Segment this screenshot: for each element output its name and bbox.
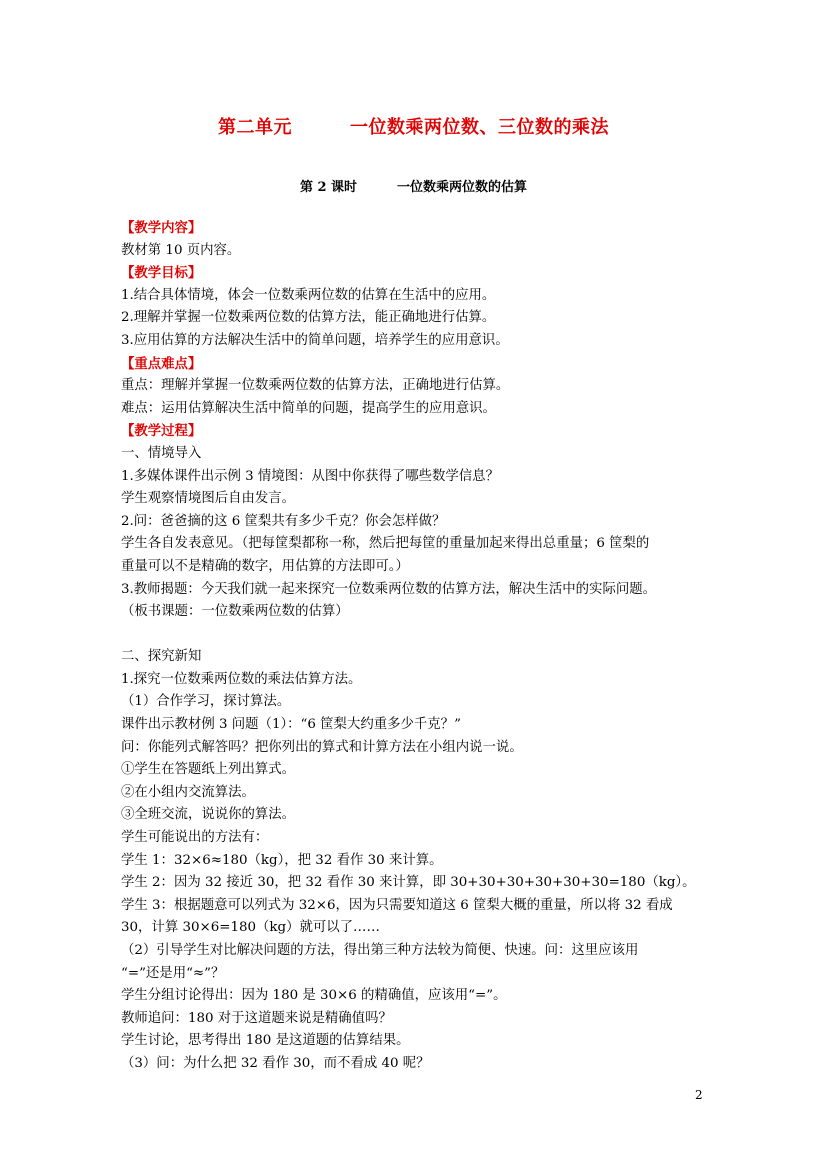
body-line: ③全班交流，说说你的算法。 bbox=[121, 807, 296, 823]
body-line: （板书课题：一位数乘两位数的估算） bbox=[121, 604, 349, 620]
body-line: 3.应用估算的方法解决生活中的简单问题，培养学生的应用意识。 bbox=[121, 332, 509, 348]
lesson-subtitle bbox=[0, 176, 827, 195]
blank-line bbox=[121, 624, 711, 647]
body-line: （3）问：为什么把 32 看作 30，而不看成 40 呢？ bbox=[121, 1055, 430, 1071]
subtitle-topic: 一位数乘两位数的估算 bbox=[397, 180, 528, 195]
body-line: 学生 3：根据题意可以列式为 32×6，因为只需要知道这 6 筐梨大概的重量，所以将 32 看成 bbox=[121, 897, 673, 913]
body-line: 学生可能说出的方法有： bbox=[121, 830, 269, 846]
title-topic: 一位数乘两位数、三位数的乘法 bbox=[350, 117, 609, 138]
body-line: 学生讨论，思考得出 180 是这道题的估算结果。 bbox=[121, 1033, 410, 1049]
body-line: 1.探究一位数乘两位数的乘法估算方法。 bbox=[121, 671, 362, 687]
body-line: 3.教师揭题：今天我们就一起来探究一位数乘两位数的估算方法，解决生活中的实际问题。 bbox=[121, 581, 657, 597]
body-line: 一、情境导入 bbox=[121, 445, 202, 461]
page-number: 2 bbox=[695, 1088, 703, 1102]
body-line: （2）引导学生对比解决问题的方法，得出第三种方法较为简便、快速。问：这里应该用 bbox=[121, 943, 639, 958]
section-heading: 【教学过程】 bbox=[121, 423, 202, 440]
body-line: 学生各自发表意见。（把每筐梨都称一称，然后把每筐的重量加起来得出总重量；6 筐梨的 bbox=[121, 536, 650, 552]
body-line: 30，计算 30×6=180（kg）就可以了…… bbox=[121, 920, 380, 936]
body-line: 教师追问：180 对于这道题来说是精确值吗？ bbox=[121, 1010, 392, 1026]
document-body bbox=[121, 217, 711, 1076]
body-line: 教材第 10 页内容。 bbox=[121, 242, 241, 258]
body-line: 课件出示教材例 3 问题（1）：“6 筐梨大约重多少千克？” bbox=[121, 717, 461, 733]
body-line: 难点：运用估算解决生活中简单的问题，提高学生的应用意识。 bbox=[121, 400, 496, 416]
body-line: 重点：理解并掌握一位数乘两位数的估算方法，正确地进行估算。 bbox=[121, 378, 510, 394]
title-unit: 第二单元 bbox=[218, 117, 292, 138]
body-line: 2.理解并掌握一位数乘两位数的估算方法，能正确地进行估算。 bbox=[121, 310, 496, 326]
section-heading: 【重点难点】 bbox=[121, 355, 202, 372]
body-line: 学生 1：32×6≈180（kg），把 32 看作 30 来计算。 bbox=[121, 852, 443, 868]
section-heading: 【教学内容】 bbox=[121, 220, 202, 236]
body-line: 学生观察情境图后自由发言。 bbox=[121, 491, 296, 507]
body-line: （1）合作学习，探讨算法。 bbox=[121, 694, 291, 710]
body-line: 1.多媒体课件出示例 3 情境图：从图中你获得了哪些数学信息？ bbox=[121, 468, 499, 484]
body-line: 2.问：爸爸摘的这 6 筐梨共有多少千克？你会怎样做？ bbox=[121, 513, 446, 529]
section-heading: 【教学目标】 bbox=[121, 265, 202, 282]
body-line: 1.结合具体情境，体会一位数乘两位数的估算在生活中的应用。 bbox=[121, 287, 496, 303]
body-line: 重量可以不是精确的数字，用估算的方法即可。） bbox=[121, 558, 409, 574]
body-line: “=”还是用“≈”？ bbox=[121, 965, 225, 981]
body-line: ①学生在答题纸上列出算式。 bbox=[121, 762, 296, 778]
body-line: 学生 2：因为 32 接近 30，把 32 看作 30 来计算，即 30+30+30+30+30+30=180（kg）。 bbox=[121, 875, 696, 891]
body-line: 学生分组讨论得出：因为 180 是 30×6 的精确值，应该用“=”。 bbox=[121, 988, 507, 1004]
document-title bbox=[0, 113, 827, 139]
body-line: 二、探究新知 bbox=[121, 649, 202, 665]
subtitle-lesson: 第 2 课时 bbox=[299, 180, 358, 195]
body-line: ②在小组内交流算法。 bbox=[121, 784, 255, 800]
body-line: 问：你能列式解答吗？把你列出的算式和计算方法在小组内说一说。 bbox=[121, 739, 523, 755]
